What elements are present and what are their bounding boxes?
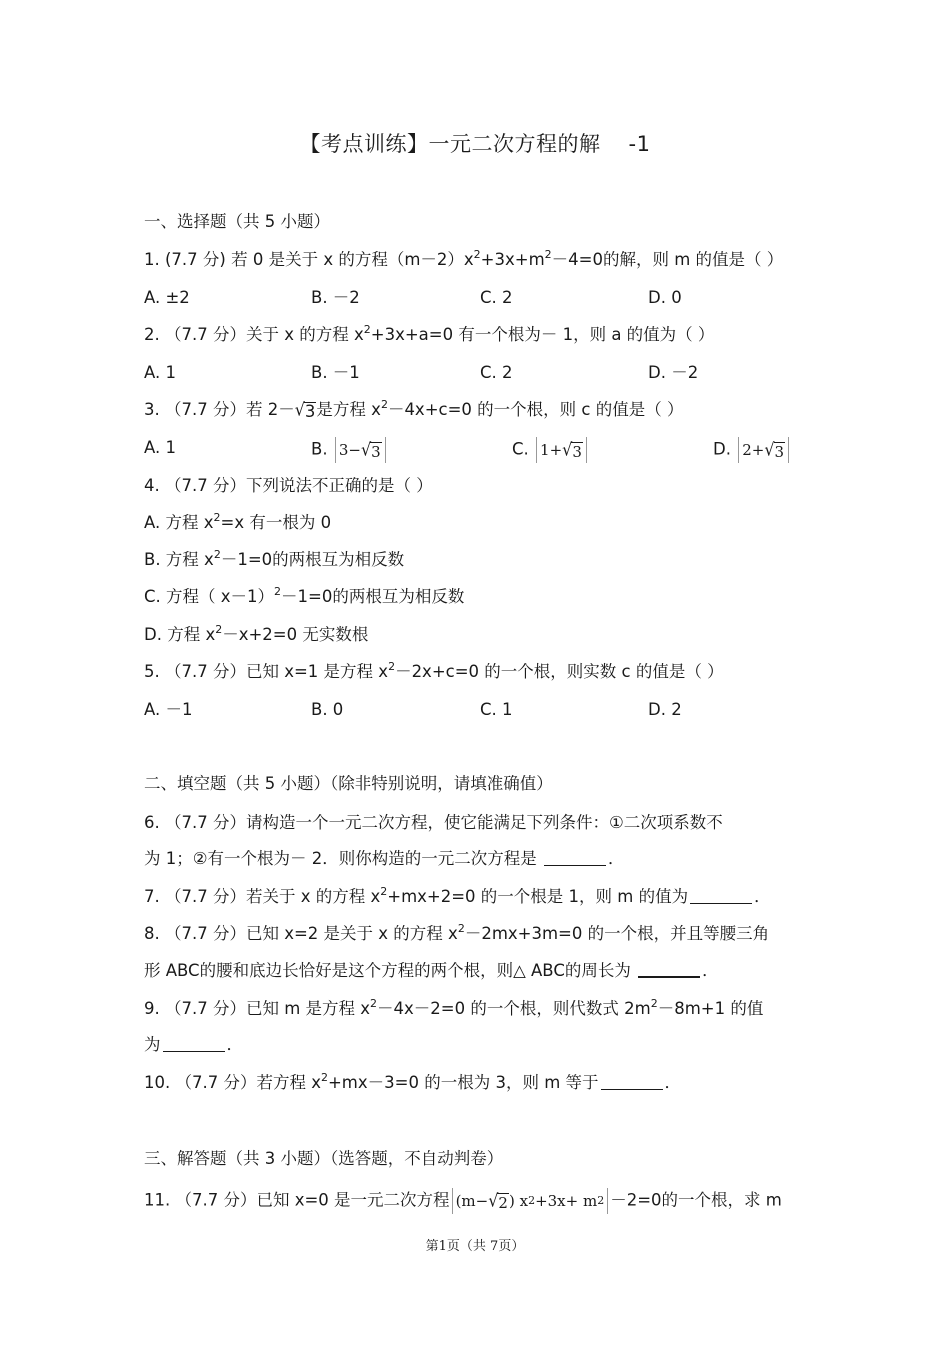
- answer-blank[interactable]: [638, 960, 700, 978]
- section-heading-fill: 二、填空题（共 5 小题）（除非特别说明，请填准确值）: [144, 774, 553, 793]
- q5-option-c: C. 1: [480, 700, 513, 719]
- q3-option-c: C. 1+ √ 3: [512, 437, 589, 463]
- answer-blank[interactable]: [690, 887, 752, 904]
- question-1: 1. (7.7 分) 若 0 是关于 x 的方程$(m-2)x^2+3x+m^2-4=0$的解，则 m 的值是（ ）: [144, 248, 784, 269]
- question-9-line-2: 为 ．: [144, 1035, 243, 1054]
- q1-option-b: B. －2: [311, 288, 360, 307]
- q4-option-d: D. 方程 $x^2-x+2=0$ 无实数根: [144, 623, 369, 644]
- q5-option-a: A. －1: [144, 700, 193, 719]
- answer-blank[interactable]: [163, 1035, 225, 1052]
- section-heading-choice: 一、选择题（共 5 小题）: [144, 212, 330, 231]
- question-8-line-2: 形 ABC的腰和底边长恰好是这个方程的两个根，则△ ABC的周长为 ．: [144, 961, 719, 980]
- question-11: 11. （7.7 分）已知 x=0 是一元二次方程 (m− √ 2 ) x 2 +3x+ m 2 －2=0的一个根，求 m: [144, 1190, 782, 1212]
- q3-option-b: B. 3− √ 3: [311, 437, 388, 463]
- sqrt-expression: √ 3: [294, 399, 316, 421]
- page-title: [0, 128, 950, 158]
- question-9-line-1: 9. （7.7 分）已知 m 是方程 $x^2-4x-2=0$ 的一个根，则代数式 $2m^2-8m+1$ 的值: [144, 997, 764, 1018]
- page-footer: 第1页（共 7页）: [425, 1239, 525, 1254]
- question-6-line-2: 为 1；②有一个根为－ 2．则你构造的一元二次方程是 ．: [144, 849, 625, 868]
- q4-option-a: A. 方程 $x^2=x$ 有一根为 0: [144, 511, 332, 532]
- answer-blank[interactable]: [544, 849, 606, 866]
- q1-option-a: A. ±2: [144, 288, 190, 307]
- question-10: 10. （7.7 分）若方程 $x^2+mx-3=0$ 的一根为 3，则 m 等于 ．: [144, 1071, 682, 1092]
- q2-option-d: D. －2: [648, 363, 699, 382]
- question-3: 3. （7.7 分）若 2－ √ 3 是方程 $x^2-4x+c=0$ 的一个根，则 c 的值是（ ）: [144, 398, 684, 421]
- q4-option-c: C. 方程（ x－1）$^2$－1=0的两根互为相反数: [144, 585, 465, 606]
- q5-option-b: B. 0: [311, 700, 344, 719]
- q2-option-b: B. －1: [311, 363, 360, 382]
- q1-option-d: D. 0: [648, 288, 682, 307]
- q3-option-d: D. 2+ √ 3: [713, 437, 791, 463]
- question-5: 5. （7.7 分）已知 x=1 是方程 $x^2-2x+c=0$ 的一个根，则实数 c 的值是（ ）: [144, 660, 724, 681]
- title-suffix: -1: [628, 132, 651, 156]
- q5-option-d: D. 2: [648, 700, 682, 719]
- q3-option-a: A. 1: [144, 438, 176, 457]
- q4-option-b: B. 方程 $x^2-1=0$的两根互为相反数: [144, 548, 405, 569]
- q2-option-c: C. 2: [480, 363, 513, 382]
- equation-image: (m− √ 2 ) x 2 +3x+ m 2: [452, 1188, 609, 1214]
- question-8-line-1: 8. （7.7 分）已知 x=2 是关于 x 的方程 $x^2-2mx+3m=0$ 的一个根，并且等腰三角: [144, 922, 770, 943]
- title-main: 【考点训练】一元二次方程的解: [299, 132, 601, 156]
- question-2: 2. （7.7 分）关于 x 的方程 $x^2+3x+a=0$ 有一个根为－ 1，则 a 的值为（ ）: [144, 323, 715, 344]
- answer-blank[interactable]: [601, 1073, 663, 1090]
- q2-option-a: A. 1: [144, 363, 176, 382]
- q1-option-c: C. 2: [480, 288, 513, 307]
- question-7: 7. （7.7 分）若关于 x 的方程 $x^2+mx+2=0$ 的一个根是 1，则 m 的值为 ．: [144, 885, 771, 906]
- question-6-line-1: 6. （7.7 分）请构造一个一元二次方程，使它能满足下列条件：①二次项系数不: [144, 813, 723, 832]
- question-4: 4. （7.7 分）下列说法不正确的是（ ）: [144, 476, 433, 495]
- section-heading-solve: 三、解答题（共 3 小题）（选答题，不自动判卷）: [144, 1149, 504, 1168]
